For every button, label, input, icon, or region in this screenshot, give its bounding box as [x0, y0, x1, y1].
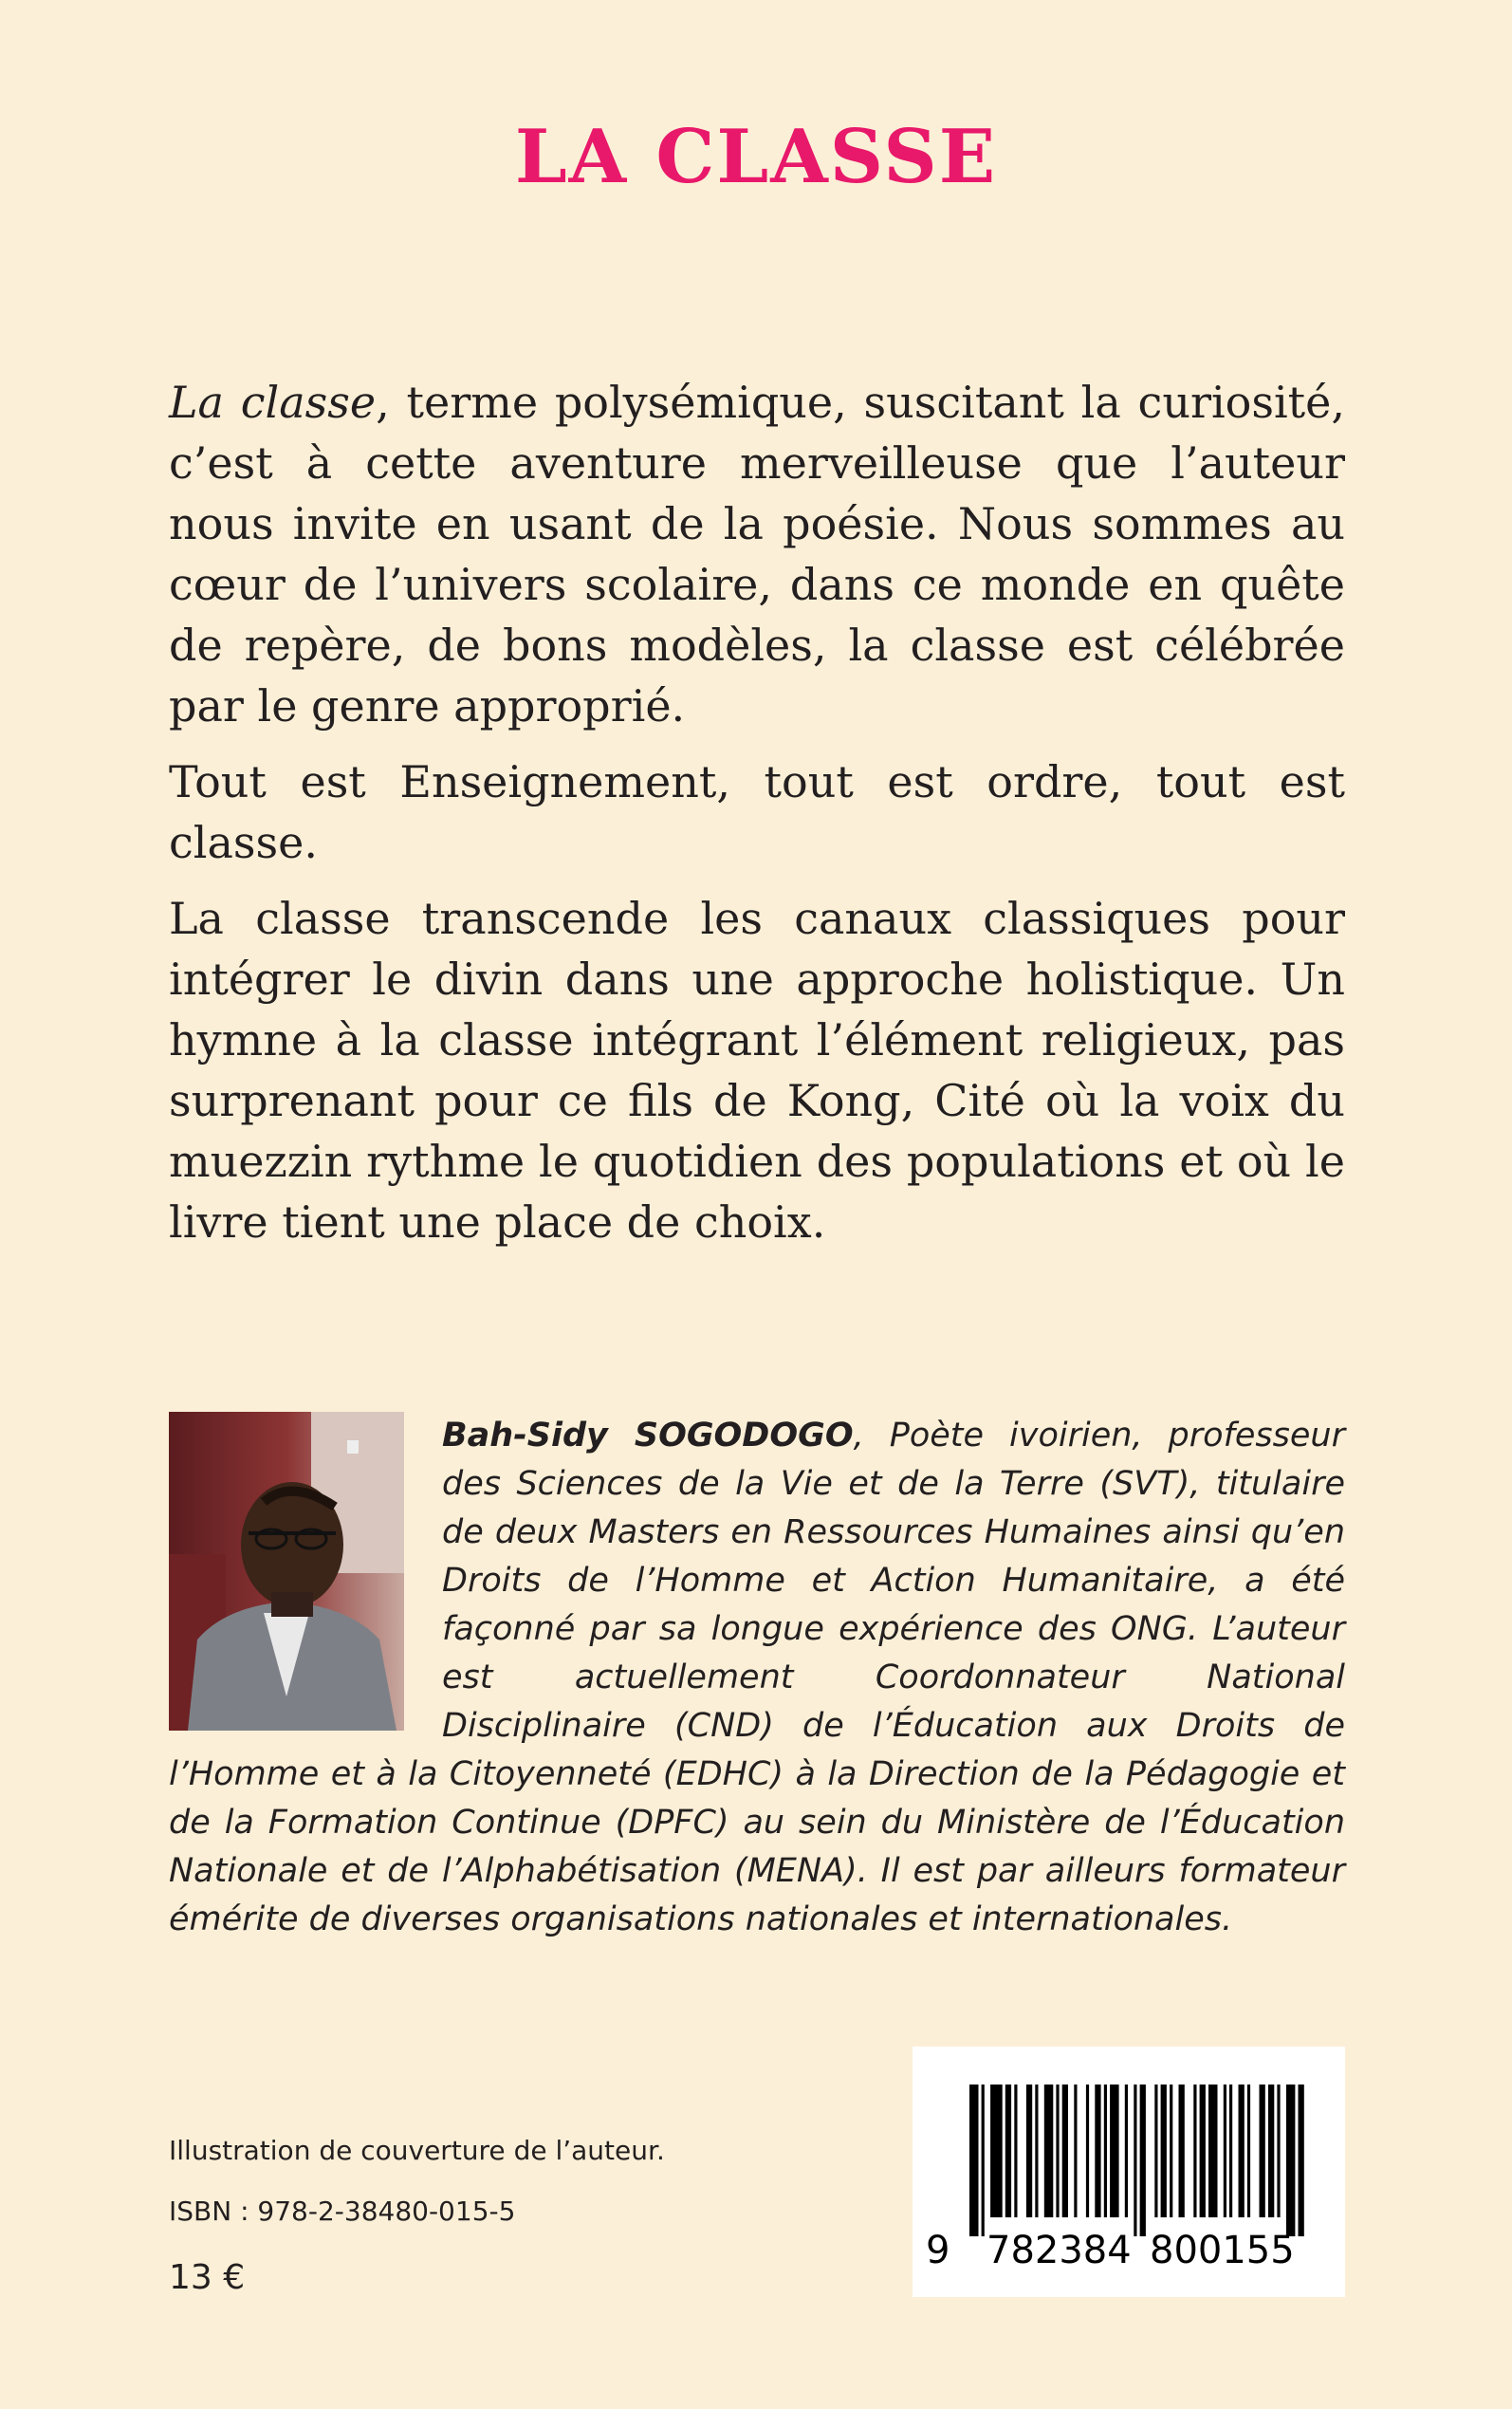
barcode-bar [1095, 2085, 1100, 2217]
barcode-bar [1104, 2085, 1107, 2217]
barcode-digit-first: 9 [926, 2229, 950, 2272]
book-title: LA CLASSE [514, 114, 998, 200]
barcode [913, 2047, 1345, 2297]
barcode-bar [1268, 2085, 1274, 2217]
barcode-bar [1140, 2085, 1146, 2236]
barcode-bar [1035, 2085, 1038, 2217]
barcode-bar [1299, 2085, 1304, 2236]
barcode-bar [1056, 2085, 1059, 2217]
barcode-bar [969, 2085, 979, 2236]
summary-title-italic: La classe [169, 377, 377, 428]
barcode-bar [1005, 2085, 1011, 2217]
summary-paragraph-1-text: , terme polysémique, suscitant la curiosité, c’est à cette aventure merveilleuse que l’auteur nous invite en usant de la poésie. Nous sommes au cœur de l’univers scolaire, dans ce monde en quête de repère, de bons modèles, la classe est célébrée par le genre approprié. [169, 377, 1345, 732]
barcode-bar [1026, 2085, 1032, 2217]
barcode-bar [1229, 2085, 1232, 2217]
barcode-bar [1224, 2085, 1226, 2217]
illustration-credit: Illustration de couverture de l’auteur. [169, 2135, 665, 2166]
author-portrait-image [169, 1412, 404, 1731]
author-bio [169, 1412, 1345, 1944]
barcode-bar [1193, 2085, 1196, 2217]
isbn: ISBN : 978-2-38480-015-5 [169, 2196, 516, 2227]
summary-paragraph-2: Tout est Enseignement, tout est ordre, tout est classe. [169, 756, 1345, 868]
barcode-bar [1170, 2085, 1172, 2217]
barcode-bar [1239, 2085, 1245, 2217]
barcode-digits-left: 782384 [986, 2229, 1132, 2272]
author-name: Bah-Sidy SOGODOGO [442, 1417, 854, 1455]
barcode-bar [1277, 2085, 1280, 2217]
barcode-bar [1208, 2085, 1218, 2217]
author-photo [169, 1412, 404, 1731]
barcode-bar [1154, 2085, 1157, 2217]
summary-paragraph-3: La classe transcende les canaux classiques pour intégrer le divin dans une approche holistique. Un hymne à la classe intégrant l’élément religieux, pas surprenant pour ce fils de Kong, Cité où la voix du muezzin rythme le quotidien des populations et où le livre tient une place de choix. [169, 893, 1345, 1248]
barcode-bar [1062, 2085, 1068, 2217]
barcode-bar [1134, 2085, 1136, 2236]
price: 13 € [169, 2258, 246, 2297]
summary-paragraph-1 [169, 372, 1345, 736]
barcode-bars [913, 2047, 1345, 2236]
barcode-bar [1086, 2085, 1089, 2217]
barcode-bar [982, 2085, 985, 2236]
barcode-bar [1247, 2085, 1250, 2217]
barcode-bar [1286, 2085, 1296, 2236]
barcode-bar [1161, 2085, 1167, 2217]
barcode-bar [1200, 2085, 1206, 2217]
book-summary [169, 372, 1345, 1268]
barcode-bar [1179, 2085, 1185, 2217]
barcode-bar [1074, 2085, 1077, 2217]
barcode-bar [1014, 2085, 1017, 2217]
barcode-bar [1260, 2085, 1265, 2217]
barcode-bar [1044, 2085, 1054, 2217]
barcode-bar [990, 2085, 1003, 2217]
barcode-bar [1110, 2085, 1119, 2217]
barcode-digits-right: 800155 [1150, 2229, 1295, 2272]
barcode-bar [1125, 2085, 1128, 2217]
author-bio-text: , Poète ivoirien, professeur des Sciences de la Vie et de la Terre (SVT), titulaire de deux Masters en Ressources Humaines ainsi qu’en Droits de l’Homme et Action Humanitaire, a été façonné par sa longue expérience des ONG. L’auteur est actuellement Coordonnateur National Disciplinaire (CND) de l’Éducation aux Droits de l’Homme et à la Citoyenneté (EDHC) à la Direction de la Pédagogie et de la Formation Continue (DPFC) au sein du Ministère de l’Éducation Nationale et de l’Alphabétisation (MENA). Il est par ailleurs formateur émérite de diverses organisations nationales et internationales. [169, 1417, 1346, 1938]
